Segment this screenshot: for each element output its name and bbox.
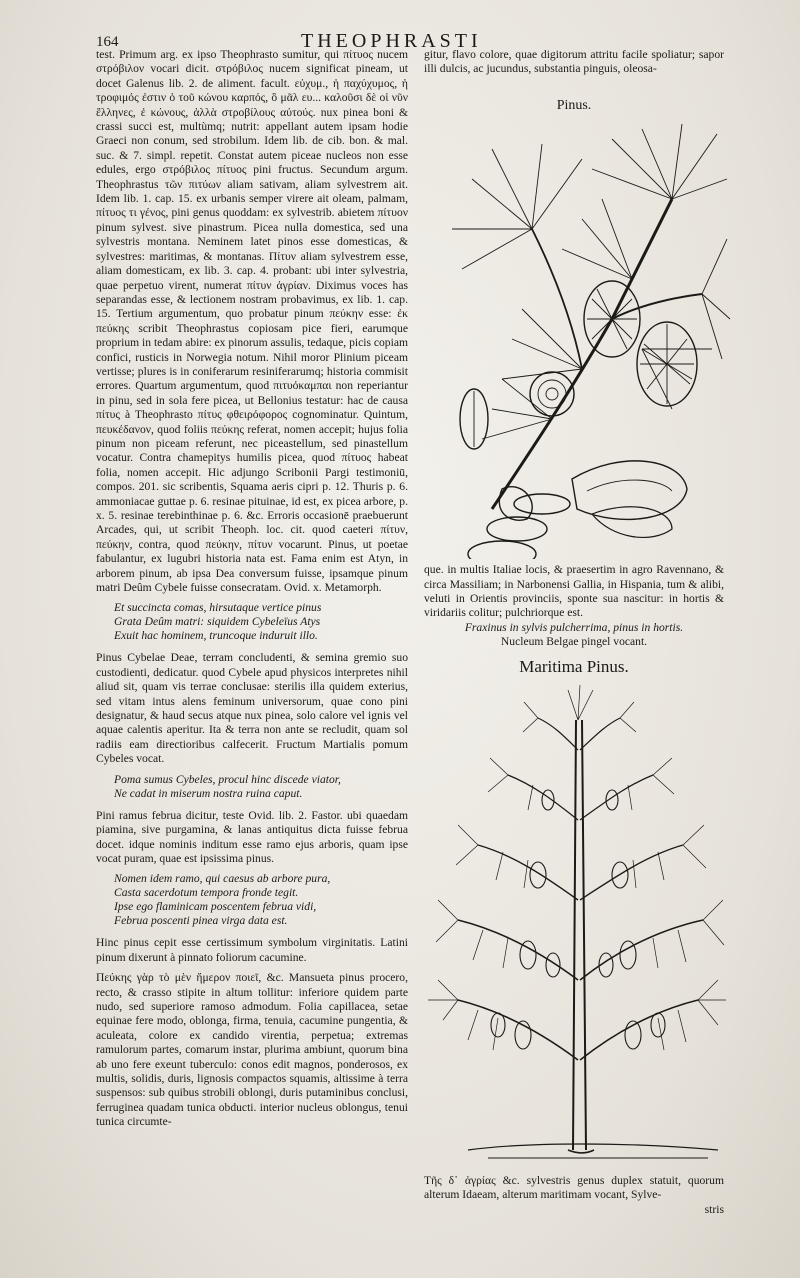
verse-line: Exuit hac hominem, truncoque induruit illo.: [114, 629, 318, 643]
left-column: [96, 48, 408, 1136]
sylvestris-text: Τῆς δ᾽ ἀγρίας &c. sylvestris genus duplex statuit, quorum alterum Idaeam, alterum maritimam vocant, Sylve-: [424, 1174, 724, 1202]
plate-title-maritima: Maritima Pinus.: [519, 656, 629, 676]
verse-line: Et succincta comas, hirsutaque vertice pinus: [114, 601, 322, 615]
paragraph-sylvestris: [424, 1174, 724, 1217]
maritime-pine-tree-woodcut: [428, 680, 728, 1170]
verse-line: Casta sacerdotum tempora fronde tegit.: [114, 886, 299, 900]
plate-title-pinus: Pinus.: [556, 97, 592, 113]
page-number: 164: [96, 34, 119, 50]
paragraph-cybele: Pinus Cybelae Deae, terram concludenti, & semina gremio suo custodienti, dedicatur. quod Cybele apud physicos interpretes nihil aliud sit, quam vis terrae conclusae: sterilis illa quidem exterius, sed vitam intus alens feminum universorum, quae cono pini designatur, & haud secus atque nux pinea, solo calore vel ignis vel aquae calentis aperitur. Ita & terra non ante se recludit, quam sol radiis eam directioribus calfecerit. Fructum Martialis pomum Cybeles vocat.: [96, 651, 408, 766]
catchword: stris: [704, 1202, 724, 1216]
paragraph-description: Πεύκης γὰρ τὸ μὲν ἥμερον ποιεῖ, &c. Mansueta pinus procero, recto, & crasso stipite in altum tollitur: inferiore quidem parte nudo, sed superiore ramoso admodum. Folia capillacea, setae equinae fere modo, oblonga, firma, tenuia, cacumine pungentia, & aculeata, colore ex candido virentia, perpetua; extremas ramulorum partes, comarum instar, plurima ambiunt, quorum bina ab uno fere exeunt tuberculo: conos edit magnos, ponderosos, ex multis, solidis, duris, lignosis compactos squamis, altissime à terra suspensos: sub quibus strobili oblongi, duris putaminibus conclusi, ferruginea quadam tunica obducti. interior nucleus oblongus, tenui tunica circumte-: [96, 971, 408, 1129]
habitat-text: que. in multis Italiae locis, & praesertim in agro Ravennano, & circa Massiliam; in Narbonensi Gallia, in Hispania, tum & alibi, veluti in Orientis provinciis, sponte sua nascitur: in hortis & viridariis colitur; pulchriorque est.: [424, 563, 724, 620]
verse-line: Ipse ego flaminicam poscentem februa vidi,: [114, 900, 317, 914]
paragraph-symbol: Hinc pinus cepit esse certissimum symbolum virginitatis. Latini pinum dixerunt à pinnato foliorum cacumine.: [96, 936, 408, 964]
verse-fraxinus: Fraxinus in sylvis pulcherrima, pinus in hortis.: [464, 620, 684, 634]
page-title: THEOPHRASTI: [301, 30, 482, 52]
paragraph-continuation: gitur, flavo colore, quae digitorum attritu facile spoliatur; sapor illi dulcis, ac jucundus, substantia pinguis, oleosa-: [424, 48, 724, 76]
verse-line: Grata Deûm matri: siquidem Cybeleïus Atys: [114, 615, 321, 629]
paragraph-arguments: test. Primum arg. ex ipso Theophrasto sumitur, qui πίτυος nucem στρόβιλον vocari dicit. στρόβιλος nucem significat pineam, ut docet Galenus lib. 2. de aliment. facult. εὐχυμ., ἡ παχύχυμος, ἡ τροφιμός ἐστιν ὁ τοῦ κώνου καρπός, ὃ μᾶλ ευ... καλοῦσι δὲ οἱ νῦν ἕλληνες, ἐ κώνους, ἀλλὰ στροβίλους αὐτούς. nux pinea boni & crassi succi est, multùmq; nutrit: appellant autem ipsam hodie Graeci non conum, sed strobilum. Idem lib. de cib. bon. & mal. suc. & 7. simpl. repetit. Constat autem piceae nucleos non esse edules, ergo στρόβιλος πίτυος pini fructus. Secundum argum. Theophrastus τῶν πιτύων aliam sativam, aliam sylvestrem ait. Idem lib. 1. cap. 15. ex urbanis semper virere ait oleam, palmam, πίτυος τι γένος, pini genus quoddam: ex sylvestrib. abietem πίτυον pinum sylvest. sive pinastrum. Picea nulla domestica, sed una sylvestris montana. Neminem latet pinos esse domesticas, & sylvestres: maritimas, & montanas. Πίτυν aliam sylvestrem esse, aliam domesticam, ex lib. 3. cap. 4. probant: ubi inter sylvestria, quae perpetuo virent, numerat πίτυν ἀγρίαν. Diximus voces has separandas esse, & lectionem nostram probavimus, ex lib. 1. cap. 15. Tertium argumentum, quo probatur pinum πεύκην esse: ἐκ πεύκης scribit Theophrastus copiosam pice fieri, earumque proprium in tedam abire: ex pinorum assulis, tedaque, picis copiam confici, rusticis in Norwegia notum. Nihil moror Plinium piceam vertisse; plures is in coniferarum resiniferarumq; historia commisit errores. Quartum argumentum, quod πιτυόκαμπαι non reperiantur in pinu, sed in sola fere picea, ut Bellonius testatur: hac de causa πίτυς à Theophrasto πίτυς φθειρόφορος cognominatur. Quintum, πευκέδανον, quod foliis πεύκης referat, nomen accepit; hujus folia pinum non piceam referunt, nec piceastellum, sed pinastellum vocatur. Contra chamepitys humilis picea, quod πίτυος habeat folia, nomen accepit. Hic adjungo Scribonii Pargi testimoniū, compos. 201. sic scribentis, Squama aeris cipri p. 12. Thuris p. 6. ammoniacae guttae p. 6. resinae pituinae, id est, ex picea arbore, p. x. 5. resinae terebinthinae p. 6. &c. Erroris occasionē praebuerunt Arcades, qui, ut scribit Theoph. loc. cit. quod caeteri πίτυν, πεύκην, contra, quod πεύκην, πίτυν vocarunt. Pinus, ut poetae fabulantur, ex lugubri historia nata est. Fama enim est Atyn, in arborem pinum, ab ipsa Dea conversum fuisse, ipsamque pinum matri Deûm Cybele fuisse consecratam. Ovid. x. Metamorph.: [96, 48, 408, 595]
verse-line: Nomen idem ramo, qui caesus ab arbore pura,: [114, 872, 331, 886]
belgic-name-note: Nucleum Belgae pingel vocant.: [500, 635, 648, 649]
verse-quote-ovid: [114, 601, 408, 643]
verse-quote-martial: [114, 773, 408, 801]
right-column: [424, 48, 724, 1217]
verse-quote-fasti: [114, 872, 408, 928]
verse-line: Poma sumus Cybeles, procul hinc discede viator,: [114, 772, 341, 786]
verse-line: Februa poscenti pinea virga data est.: [114, 914, 288, 928]
paragraph-habitat: [424, 563, 724, 649]
paragraph-februa: Pini ramus februa dicitur, teste Ovid. lib. 2. Fastor. ubi quaedam piamina, sive purgamina, & lanas antiquitus dicta fuisse februa docet. idque nominis inditum esse ramo ejus arboris, quam ipse vocat puram, quae est ipsissima pinus.: [96, 808, 408, 865]
verse-line: Ne cadat in miserum nostra ruina caput.: [114, 786, 303, 800]
pine-branch-woodcut: [432, 119, 732, 559]
